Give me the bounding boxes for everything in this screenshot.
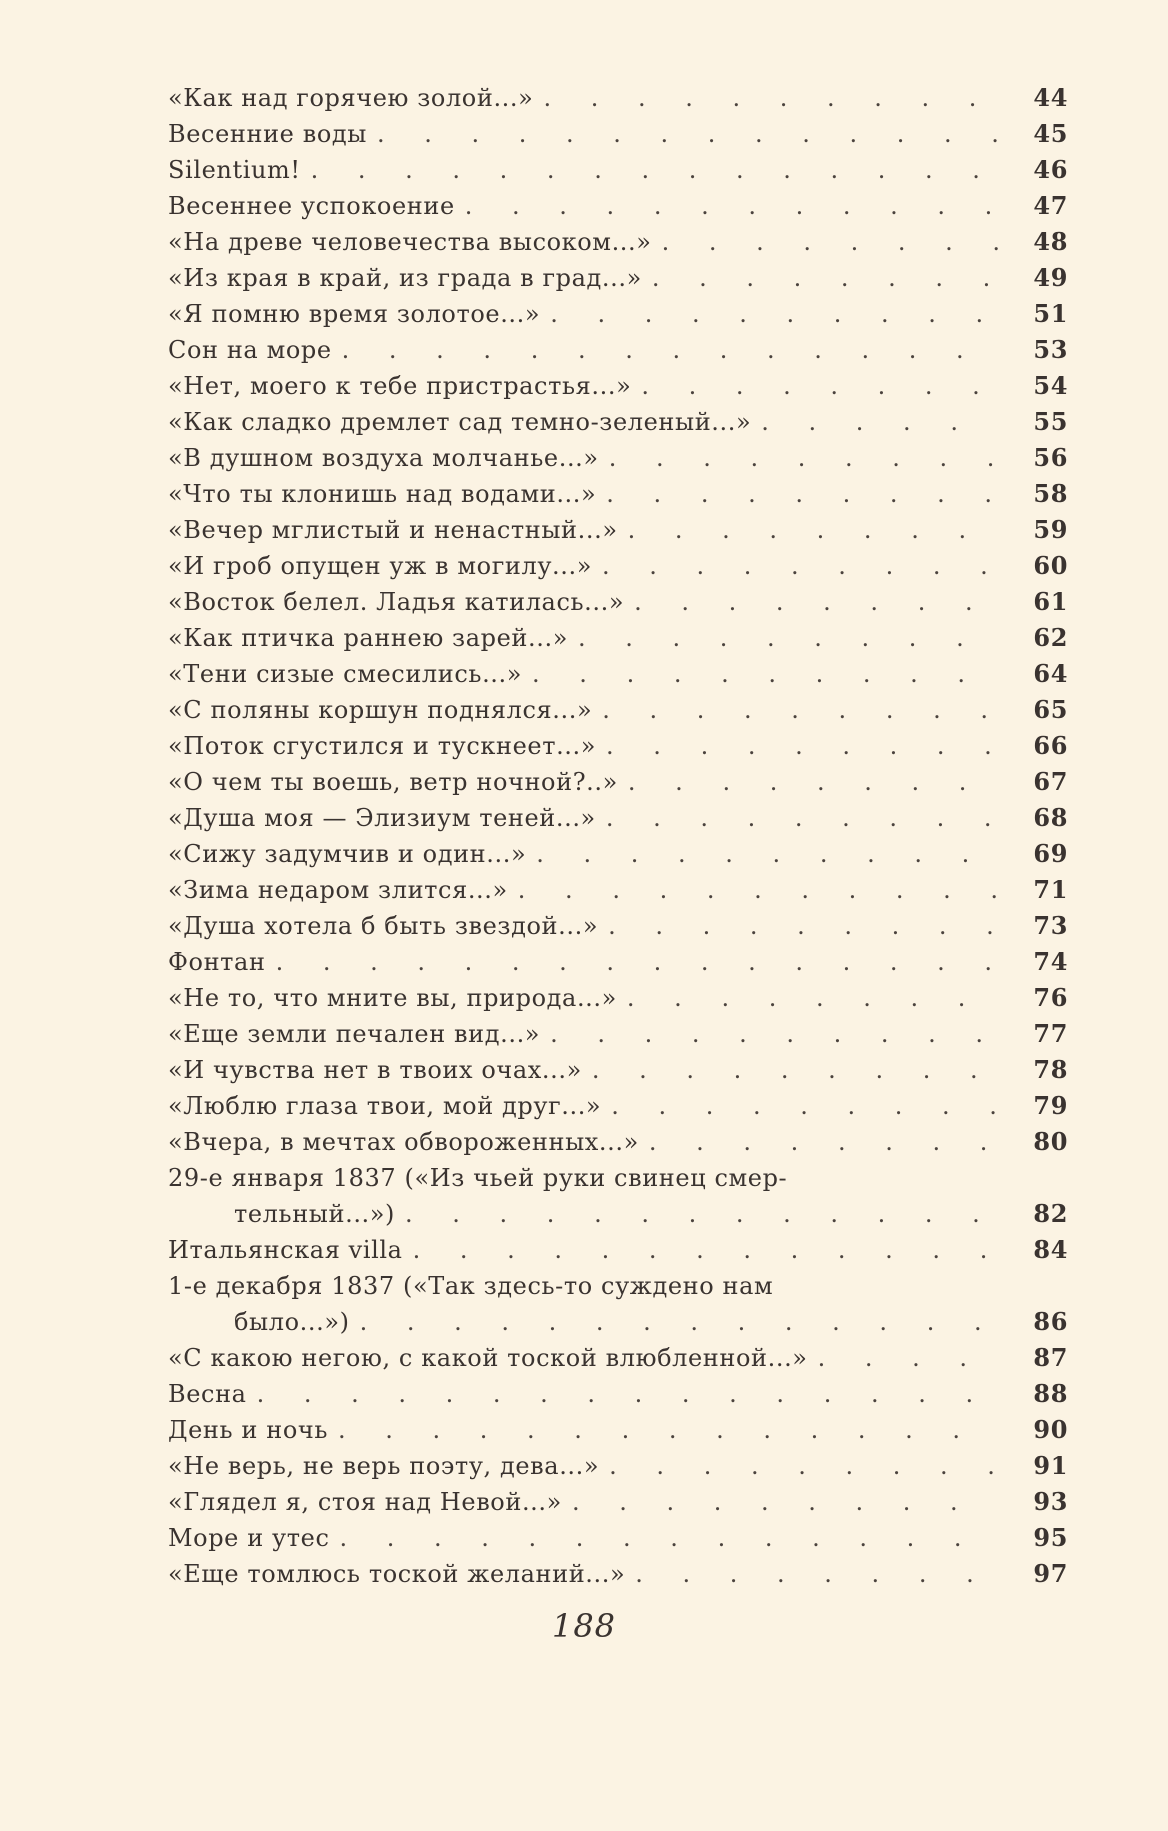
dot-leader	[609, 440, 998, 476]
toc-entry-title: «Зима недаром злится...»	[168, 876, 508, 904]
toc-entry-title: «В душном воздуха молчанье...»	[168, 444, 599, 472]
toc-entry-title: «Тени сизые смесились...»	[168, 660, 523, 688]
toc-entry-page-number: 87	[1033, 1343, 1068, 1372]
toc-entry-title-wrap	[168, 1412, 998, 1448]
toc-entry-page-number: 59	[1033, 515, 1068, 544]
toc-entry-multiline	[168, 1268, 1068, 1340]
toc-entry	[168, 512, 1068, 548]
toc-entry	[168, 224, 1068, 260]
toc-entry	[168, 944, 1068, 980]
toc-entry-title: «С какою негою, с какой тоской влюбленной...»	[168, 1344, 808, 1372]
toc-entry-title: Море и утес	[168, 1524, 330, 1552]
toc-entry-page-number: 74	[1033, 947, 1068, 976]
dot-leader	[340, 1520, 999, 1556]
toc-entry-title: «Как птичка раннею зарей...»	[168, 624, 568, 652]
toc-entry-page-number: 69	[1033, 839, 1068, 868]
toc-entry	[168, 1052, 1068, 1088]
toc-entry-page-number: 44	[1033, 83, 1068, 112]
toc-entry-page-number: 77	[1033, 1019, 1068, 1048]
dot-leader	[518, 872, 998, 908]
toc-entry	[168, 1520, 1068, 1556]
toc-entry-title-wrap	[168, 1124, 998, 1160]
toc-entry-title-wrap	[168, 404, 998, 440]
toc-entry-page-number: 73	[1033, 911, 1068, 940]
toc-entry-second-line	[168, 1196, 1068, 1232]
toc-entry-page-number: 97	[1033, 1559, 1068, 1588]
toc-entry-page-number: 45	[1033, 119, 1068, 148]
toc-entry-page-number: 67	[1033, 767, 1068, 796]
dot-leader	[338, 1412, 998, 1448]
toc-entry-title: «Сижу задумчив и один...»	[168, 840, 527, 868]
toc-entry	[168, 1088, 1068, 1124]
toc-entry-title-wrap	[168, 1304, 998, 1340]
dot-leader	[257, 1376, 998, 1412]
toc-entry-title-wrap	[168, 224, 998, 260]
toc-entry-title-wrap	[168, 1016, 998, 1052]
toc-entry-title-wrap	[168, 728, 998, 764]
toc-entry-title: «Из края в край, из града в град...»	[168, 264, 642, 292]
toc-entry-title: «Я помню время золотое...»	[168, 300, 541, 328]
dot-leader	[578, 620, 998, 656]
toc-entry-title-wrap	[168, 620, 998, 656]
toc-entry-title: «Как над горячею золой...»	[168, 84, 534, 112]
toc-entry-page-number: 61	[1033, 587, 1068, 616]
toc-entry	[168, 1412, 1068, 1448]
toc-entry	[168, 80, 1068, 116]
toc-entry-title-wrap	[168, 1340, 998, 1376]
dot-leader	[602, 548, 998, 584]
toc-entry	[168, 188, 1068, 224]
toc-entry-title-wrap	[168, 1196, 998, 1232]
toc-entry-title: «Как сладко дремлет сад темно-зеленый...»	[168, 408, 752, 436]
toc-entry	[168, 1124, 1068, 1160]
toc-entry-page-number: 95	[1033, 1523, 1068, 1552]
toc-entry	[168, 368, 1068, 404]
toc-entry-title: Silentium!	[168, 156, 301, 184]
toc-entry-page-number: 48	[1033, 227, 1068, 256]
dot-leader	[550, 1016, 998, 1052]
dot-leader	[413, 1232, 998, 1268]
dot-leader	[627, 980, 998, 1016]
dot-leader	[761, 404, 998, 440]
toc-entry-title-wrap	[168, 260, 998, 296]
toc-entry-title: «О чем ты воешь, ветр ночной?..»	[168, 768, 618, 796]
toc-entry-page-number: 51	[1033, 299, 1068, 328]
toc-entry	[168, 1448, 1068, 1484]
toc-entry-title: Итальянская villa	[168, 1236, 403, 1264]
toc-entry	[168, 1016, 1068, 1052]
toc-entry-title-wrap	[168, 908, 998, 944]
toc-entry-title-wrap	[168, 296, 998, 332]
toc-entry-title-wrap	[168, 1556, 998, 1592]
toc-entry-title-wrap	[168, 584, 998, 620]
toc-entry	[168, 584, 1068, 620]
toc-entry-title-wrap	[168, 1088, 998, 1124]
toc-entry-title: «И чувства нет в твоих очах...»	[168, 1056, 582, 1084]
dot-leader	[536, 836, 998, 872]
toc-entry-title: «И гроб опущен уж в могилу...»	[168, 552, 593, 580]
toc-entry-title: «Душа моя — Элизиум теней...»	[168, 804, 596, 832]
toc-entry-page-number: 71	[1033, 875, 1068, 904]
toc-entry	[168, 476, 1068, 512]
toc-entry-title-wrap	[168, 800, 998, 836]
toc-entry-title: «Душа хотела б быть звездой...»	[168, 912, 599, 940]
dot-leader	[311, 152, 998, 188]
dot-leader	[611, 1088, 998, 1124]
dot-leader	[649, 1124, 998, 1160]
dot-leader	[652, 260, 998, 296]
toc-entry	[168, 116, 1068, 152]
toc-entry-title: «С поляны коршун поднялся...»	[168, 696, 593, 724]
toc-entry-title: «Люблю глаза твои, мой друг...»	[168, 1092, 602, 1120]
toc-entry-page-number: 86	[1033, 1307, 1068, 1336]
toc-entry-title-wrap	[168, 80, 998, 116]
dot-leader	[609, 1448, 998, 1484]
toc-entry-page-number: 49	[1033, 263, 1068, 292]
dot-leader	[662, 224, 998, 260]
toc-entry-title: «Еще земли печален вид...»	[168, 1020, 541, 1048]
toc-entry-title-wrap	[168, 944, 998, 980]
toc-entry	[168, 548, 1068, 584]
dot-leader	[276, 944, 998, 980]
toc-entry	[168, 1484, 1068, 1520]
toc-entry-title: Сон на море	[168, 336, 332, 364]
toc-entry	[168, 1376, 1068, 1412]
toc-entry-title-wrap	[168, 980, 998, 1016]
toc-entry	[168, 332, 1068, 368]
toc-entry	[168, 620, 1068, 656]
toc-entry-title-line1: 29-е января 1837 («Из чьей руки свинец смер-	[168, 1164, 788, 1192]
toc-entry-title-wrap	[168, 512, 998, 548]
toc-entry-title-wrap	[168, 692, 998, 728]
toc-entry-title: «Нет, моего к тебе пристрастья...»	[168, 372, 632, 400]
toc-entry-title-wrap	[168, 1376, 998, 1412]
dot-leader	[550, 296, 998, 332]
toc-entry-title-wrap	[168, 1520, 998, 1556]
dot-leader	[360, 1304, 998, 1340]
toc-entry	[168, 440, 1068, 476]
toc-entry-page-number: 91	[1033, 1451, 1068, 1480]
toc-entry	[168, 872, 1068, 908]
dot-leader	[572, 1484, 998, 1520]
toc-entry-page-number: 64	[1033, 659, 1068, 688]
dot-leader	[641, 368, 998, 404]
toc-entry-page-number: 53	[1033, 335, 1068, 364]
toc-entry-page-number: 62	[1033, 623, 1068, 652]
dot-leader	[628, 764, 998, 800]
toc-entry-title: «Восток белел. Ладья катилась...»	[168, 588, 625, 616]
toc-entry-title-wrap	[168, 1448, 998, 1484]
toc-entry-page-number: 93	[1033, 1487, 1068, 1516]
toc-entry-title-wrap	[168, 836, 998, 872]
toc-entry	[168, 980, 1068, 1016]
toc-entry-multiline	[168, 1160, 1068, 1232]
toc-entry-title: «Поток сгустился и тускнеет...»	[168, 732, 597, 760]
dot-leader	[635, 1556, 998, 1592]
toc-entry-title-wrap	[168, 440, 998, 476]
toc-entry	[168, 1340, 1068, 1376]
toc-entry-title-wrap	[168, 116, 998, 152]
toc-entry-page-number: 56	[1033, 443, 1068, 472]
toc-entry-second-line	[168, 1304, 1068, 1340]
toc-entry-page-number: 55	[1033, 407, 1068, 436]
dot-leader	[377, 116, 998, 152]
toc-entry-page-number: 84	[1033, 1235, 1068, 1264]
toc-entry-page-number: 66	[1033, 731, 1068, 760]
toc-entry-page-number: 68	[1033, 803, 1068, 832]
dot-leader	[606, 800, 998, 836]
dot-leader	[602, 692, 998, 728]
dot-leader	[608, 908, 998, 944]
toc-entry-title: «Не верь, не верь поэту, дева...»	[168, 1452, 600, 1480]
toc-entry	[168, 404, 1068, 440]
dot-leader	[592, 1052, 998, 1088]
toc-entry	[168, 1232, 1068, 1268]
toc-entry	[168, 836, 1068, 872]
dot-leader	[405, 1196, 998, 1232]
toc-entry-title: «Вчера, в мечтах обвороженных...»	[168, 1128, 639, 1156]
toc-entry-title: Весна	[168, 1380, 247, 1408]
toc-entry-page-number: 90	[1033, 1415, 1068, 1444]
toc-entry	[168, 1556, 1068, 1592]
toc-entry-title-wrap	[168, 152, 998, 188]
toc-entry-page-number: 76	[1033, 983, 1068, 1012]
dot-leader	[543, 80, 998, 116]
dot-leader	[818, 1340, 998, 1376]
toc-entry-page-number: 47	[1033, 191, 1068, 220]
dot-leader	[628, 512, 998, 548]
dot-leader	[606, 476, 998, 512]
toc-entry-title-line1: 1-е декабря 1837 («Так здесь-то суждено нам	[168, 1272, 774, 1300]
toc-entry-title-wrap	[168, 764, 998, 800]
toc-entry-title-wrap	[168, 872, 998, 908]
toc-entry-title: «На древе человечества высоком...»	[168, 228, 652, 256]
dot-leader	[634, 584, 998, 620]
toc-entry-title-wrap	[168, 368, 998, 404]
toc-entry-title-wrap	[168, 188, 998, 224]
table-of-contents	[168, 80, 1068, 1592]
toc-entry-title-line2: было...»)	[234, 1308, 350, 1336]
toc-entry	[168, 728, 1068, 764]
toc-entry-page-number: 54	[1033, 371, 1068, 400]
toc-entry-page-number: 88	[1033, 1379, 1068, 1408]
toc-entry-title-wrap	[168, 1484, 998, 1520]
toc-entry-page-number: 46	[1033, 155, 1068, 184]
toc-entry-page-number: 79	[1033, 1091, 1068, 1120]
toc-entry-title: «Еще томлюсь тоской желаний...»	[168, 1560, 626, 1588]
toc-entry	[168, 152, 1068, 188]
page-number-folio: 188	[551, 1607, 617, 1645]
toc-entry-title-wrap	[168, 332, 998, 368]
toc-entry-title: «Что ты клонишь над водами...»	[168, 480, 597, 508]
toc-entry	[168, 764, 1068, 800]
toc-entry-title-wrap	[168, 1232, 998, 1268]
toc-entry	[168, 692, 1068, 728]
toc-entry-title: «Вечер мглистый и ненастный...»	[168, 516, 618, 544]
toc-entry-title-wrap	[168, 656, 998, 692]
toc-entry	[168, 260, 1068, 296]
dot-leader	[342, 332, 998, 368]
toc-entry-page-number: 65	[1033, 695, 1068, 724]
dot-leader	[606, 728, 998, 764]
toc-entry-title: Фонтан	[168, 948, 266, 976]
toc-entry-page-number: 60	[1033, 551, 1068, 580]
toc-entry-title: «Глядел я, стоя над Невой...»	[168, 1488, 562, 1516]
toc-entry	[168, 656, 1068, 692]
toc-entry-page-number: 78	[1033, 1055, 1068, 1084]
toc-entry-title-wrap	[168, 1052, 998, 1088]
toc-entry	[168, 296, 1068, 332]
toc-entry-title-wrap	[168, 476, 998, 512]
dot-leader	[465, 188, 998, 224]
toc-entry-page-number: 80	[1033, 1127, 1068, 1156]
toc-entry-page-number: 58	[1033, 479, 1068, 508]
toc-entry-title: Весенние воды	[168, 120, 367, 148]
toc-entry	[168, 800, 1068, 836]
toc-entry	[168, 908, 1068, 944]
dot-leader	[532, 656, 998, 692]
toc-entry-title-wrap	[168, 548, 998, 584]
toc-entry-title: «Не то, что мните вы, природа...»	[168, 984, 617, 1012]
toc-entry-title: День и ночь	[168, 1416, 329, 1444]
toc-entry-title-line2: тельный...»)	[234, 1200, 396, 1228]
toc-entry-page-number: 82	[1033, 1199, 1068, 1228]
toc-entry-title: Весеннее успокоение	[168, 192, 455, 220]
